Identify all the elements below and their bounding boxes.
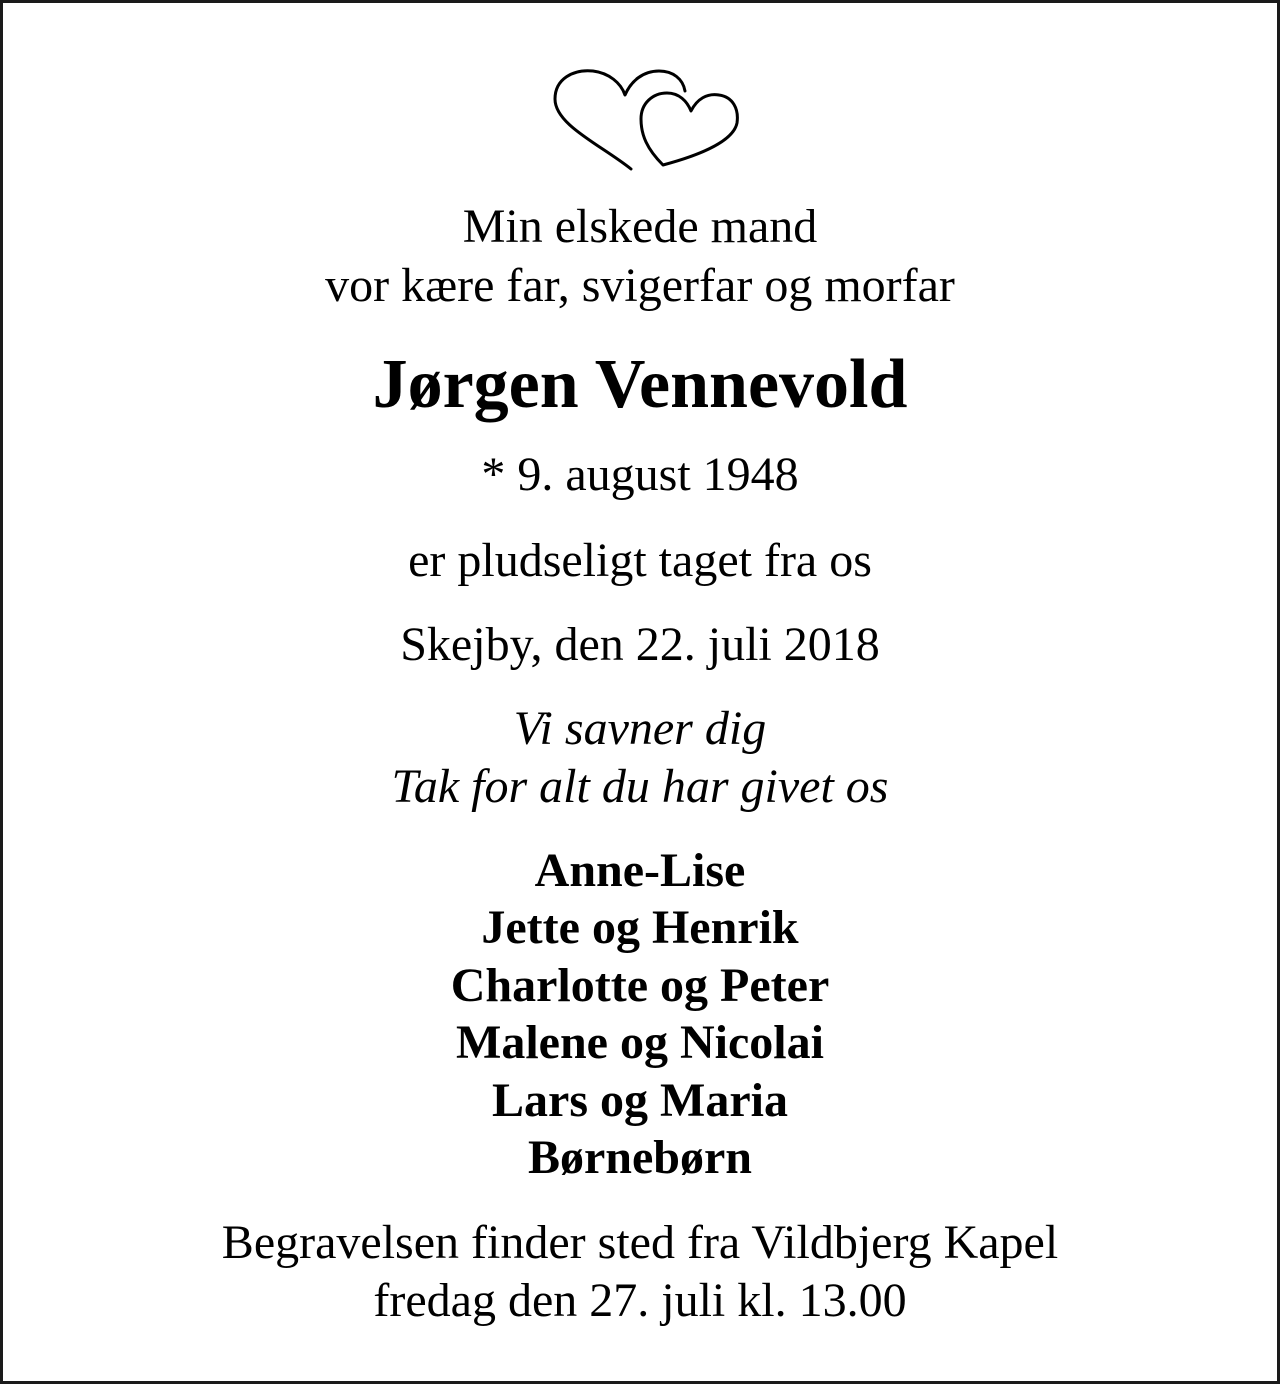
verse-line-1: Vi savner dig	[513, 702, 767, 755]
family-member: Anne-Lise	[534, 844, 746, 897]
intro-line-1: Min elskede mand	[462, 200, 818, 253]
funeral-line-1: Begravelsen finder sted fra Vildbjerg Kapel	[221, 1216, 1059, 1269]
family-member: Lars og Maria	[492, 1074, 788, 1127]
birth-date: * 9. august 1948	[481, 448, 799, 501]
passing-notice: er pludseligt taget fra os	[408, 534, 872, 587]
place-and-date: Skejby, den 22. juli 2018	[400, 618, 880, 671]
family-member: Jette og Henrik	[481, 901, 799, 954]
double-heart-icon	[543, 65, 743, 175]
verse-line-2: Tak for alt du har givet os	[391, 760, 889, 813]
family-member: Malene og Nicolai	[456, 1016, 824, 1069]
deceased-name: Jørgen Vennevold	[372, 346, 908, 423]
intro-line-2: vor kære far, svigerfar og morfar	[325, 259, 955, 312]
family-member: Børnebørn	[527, 1131, 752, 1184]
family-member: Charlotte og Peter	[450, 959, 830, 1012]
funeral-line-2: fredag den 27. juli kl. 13.00	[373, 1274, 907, 1327]
